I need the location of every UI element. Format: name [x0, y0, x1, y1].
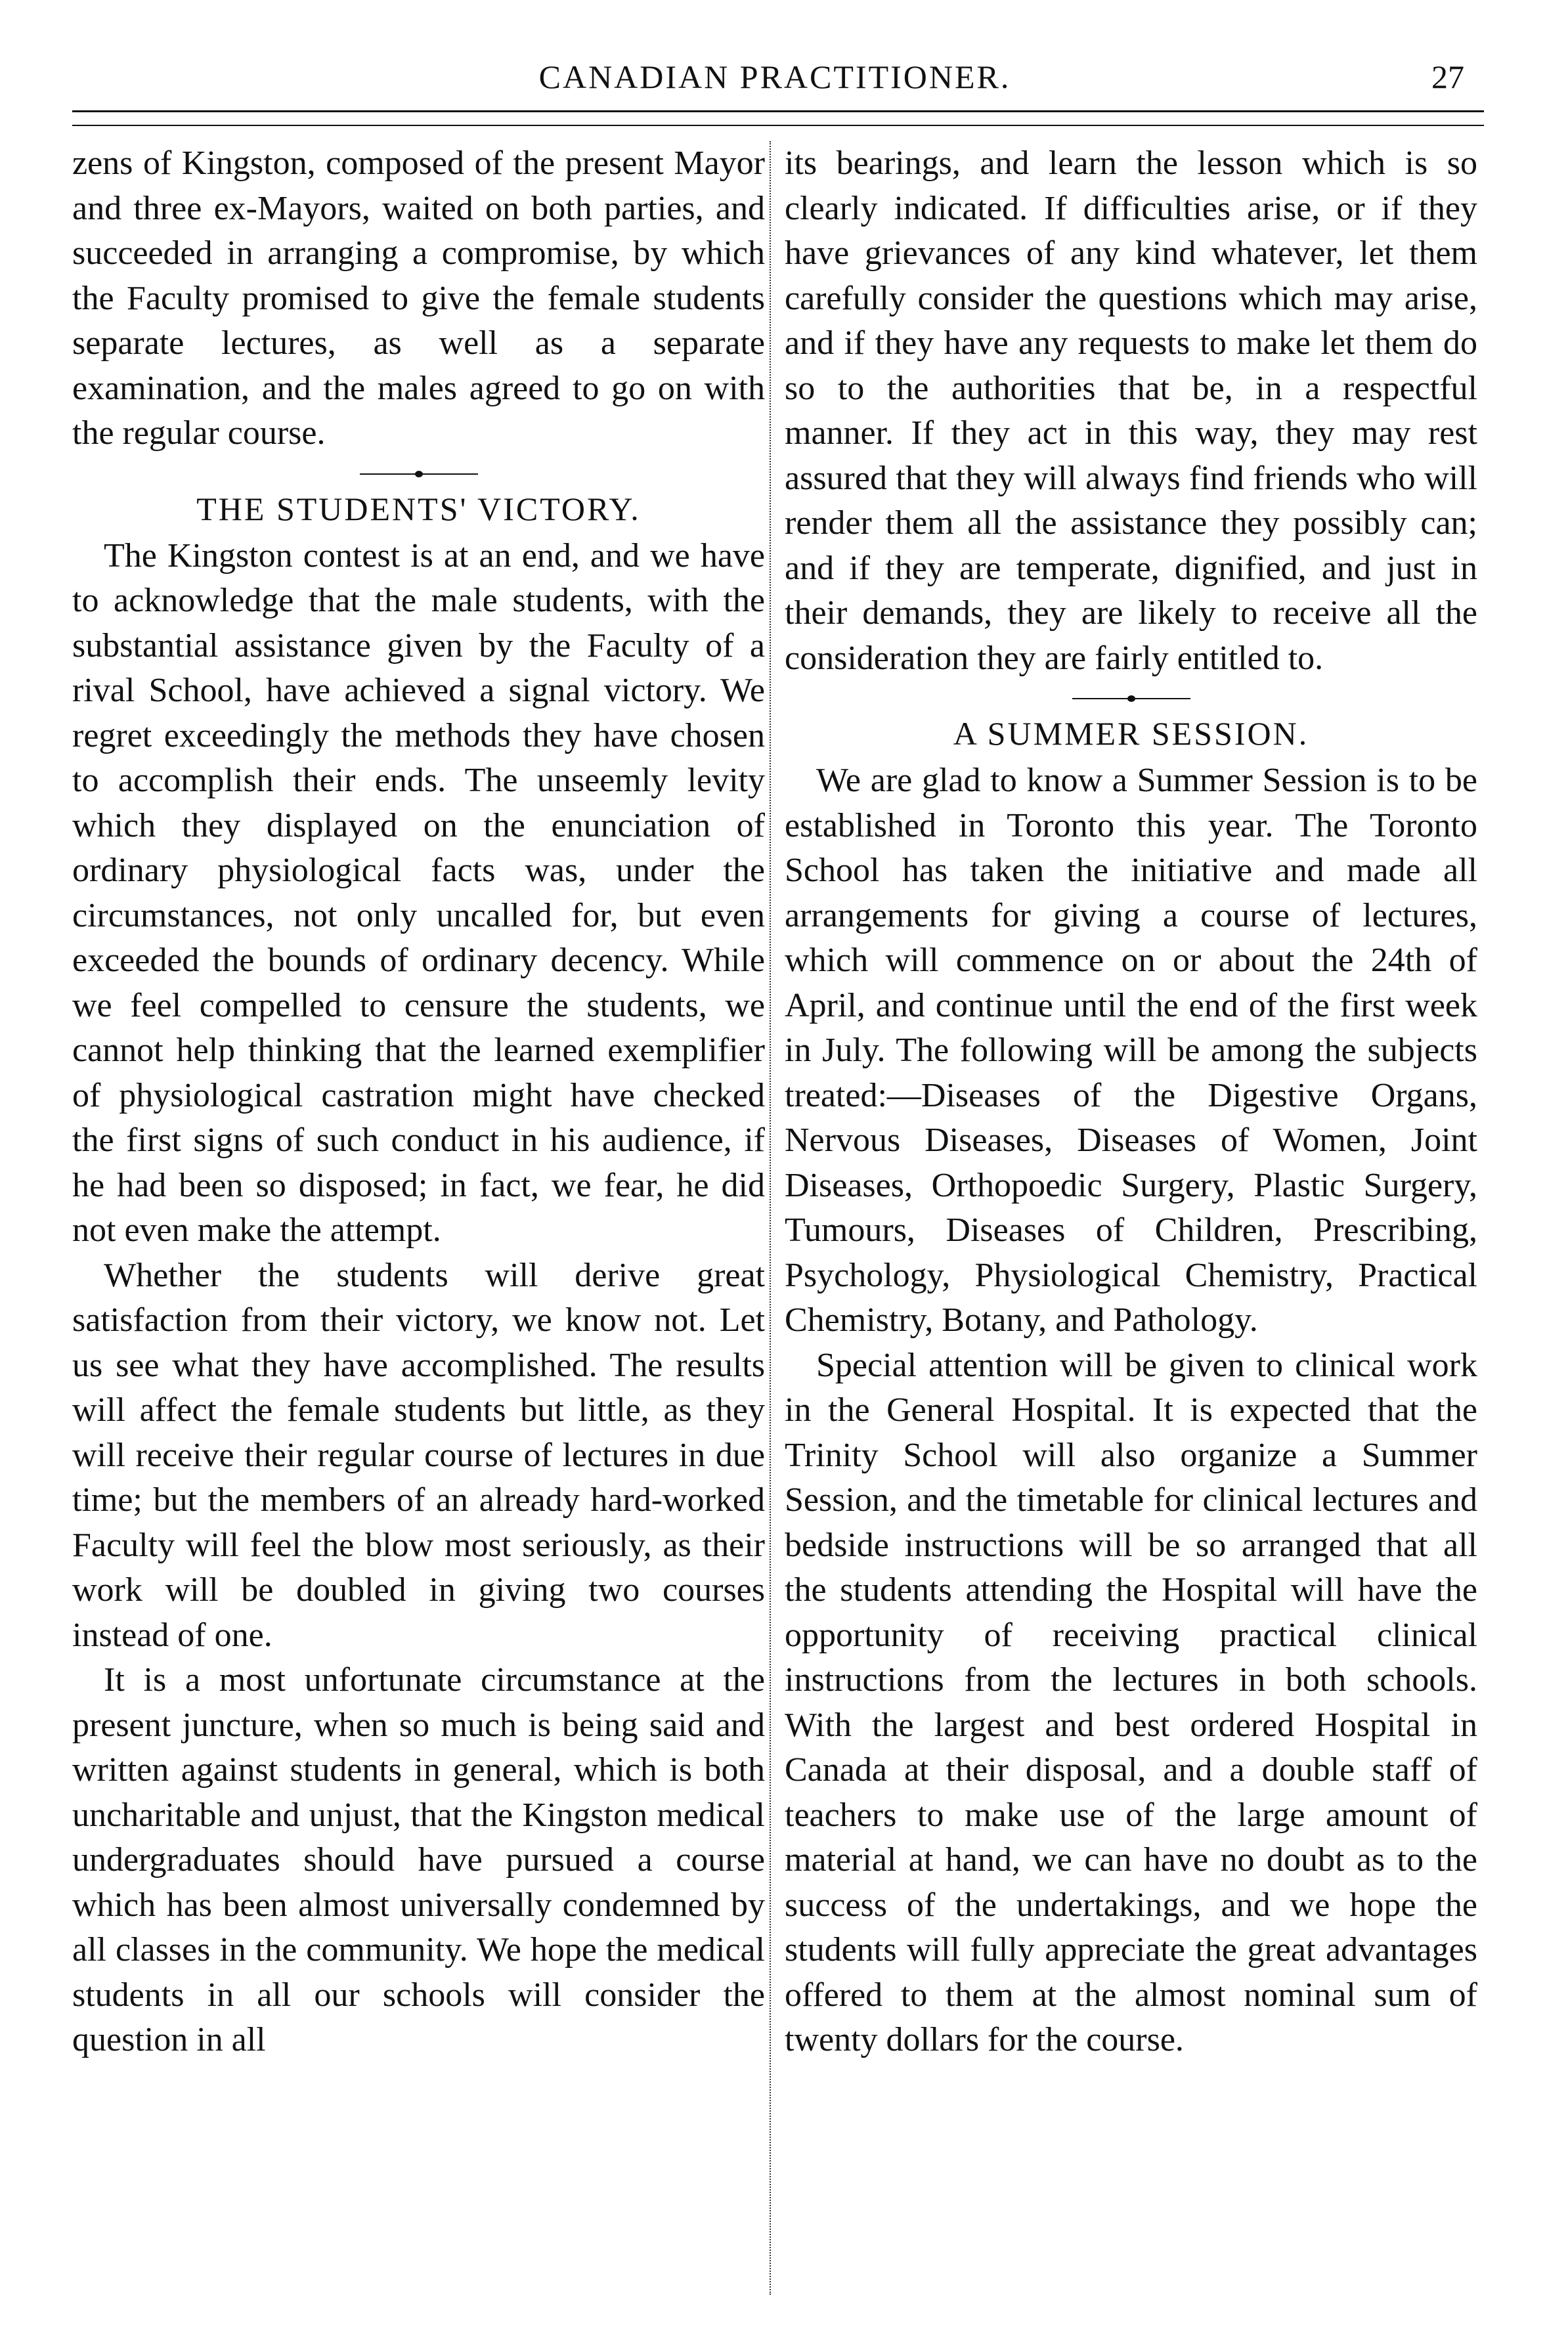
running-header	[72, 46, 1477, 105]
journal-title: CANADIAN PRACTITIONER.	[538, 58, 1011, 95]
section-ornament	[1072, 695, 1190, 702]
left-column	[72, 141, 765, 2063]
header-rule-bottom	[72, 125, 1484, 126]
article-paragraph: It is a most unfortunate circumstance at the present juncture, when so much is being said and written against students in general, which is both uncharitable and unjust, that the Kingston medical undergraduates should have pursued a course which has been almost universally condemned by all classes in the community. We hope the medical students in all our schools will consider the question in all	[72, 1661, 765, 2058]
section-ornament	[360, 471, 478, 477]
article-heading-students-victory: THE STUDENTS' VICTORY.	[196, 490, 641, 527]
article-paragraph: The Kingston contest is at an end, and we have to acknowledge that the male students, with the substantial assistance given by the Faculty of a rival School, have achieved a signal victory. We regret exceedingly the methods they have chosen to accomplish their ends. The unseemly levity which they displayed on the enunciation of ordinary physiological facts was, under the circumstances, not only uncalled for, but even exceeded the bounds of ordinary decency. While we feel compelled to censure the students, we cannot help thinking that the learned exemplifier of physiological castration might have checked the first signs of such conduct in his audience, if he had been so disposed; in fact, we fear, he did not even make the attempt.	[72, 536, 765, 1249]
header-rule-top	[72, 110, 1484, 112]
article-heading-summer-session: A SUMMER SESSION.	[953, 715, 1309, 752]
continued-paragraph: zens of Kingston, composed of the present Mayor and three ex-Mayors, waited on both parties, and succeeded in arranging a compromise, by which the Faculty promised to give the female students separate lectures, as well as a separate examination, and the males agreed to go on with the regular course.	[72, 144, 765, 452]
article-paragraph: Whether the students will derive great satisfaction from their victory, we know not. Let us see what they have accomplished. The results will affect the female students but little, as they will receive their regular course of lectures in due time; but the members of an already hard-worked Faculty will feel the blow most seriously, as their work will be doubled in giving two courses instead of one.	[72, 1256, 765, 1654]
column-divider	[770, 141, 771, 2295]
article-paragraph: Special attention will be given to clinical work in the General Hospital. It is expected that the Trinity School will also organize a Summer Session, and the timetable for clinical lectures and bedside instructions will be so arranged that all the students attending the Hospital will have the opportunity of receiving practical clinical instructions from the lectures in both schools. With the largest and best ordered Hospital in Canada at their disposal, and a double staff of teachers to make use of the large amount of material at hand, we can have no doubt as to the success of the undertakings, and we hope the students will fully appreciate the great advantages offered to them at the almost nominal sum of twenty dollars for the course.	[785, 1346, 1477, 2058]
continued-paragraph: its bearings, and learn the lesson which is so clearly indicated. If difficulties arise, or if they have grievances of any kind whatever, let them carefully consider the questions which may arise, and if they have any requests to make let them do so to the authorities that be, in a respectful manner. If they act in this way, they may rest assured that they will always find friends who will render them all the assistance they possibly can; and if they are temperate, dignified, and just in their demands, they are likely to receive all the consideration they are fairly entitled to.	[785, 144, 1477, 677]
article-paragraph: We are glad to know a Summer Session is to be established in Toronto this year. The Toronto School has taken the initiative and made all arrangements for giving a course of lectures, which will commence on or about the 24th of April, and continue until the end of the first week in July. The following will be among the subjects treated:—Diseases of the Digestive Organs, Nervous Diseases, Diseases of Women, Joint Diseases, Orthopoedic Surgery, Plastic Surgery, Tumours, Diseases of Children, Prescribing, Psychology, Physiological Chemistry, Practical Chemistry, Botany, and Pathology.	[785, 762, 1477, 1339]
page-number: 27	[1431, 58, 1464, 95]
right-column	[785, 141, 1477, 2063]
